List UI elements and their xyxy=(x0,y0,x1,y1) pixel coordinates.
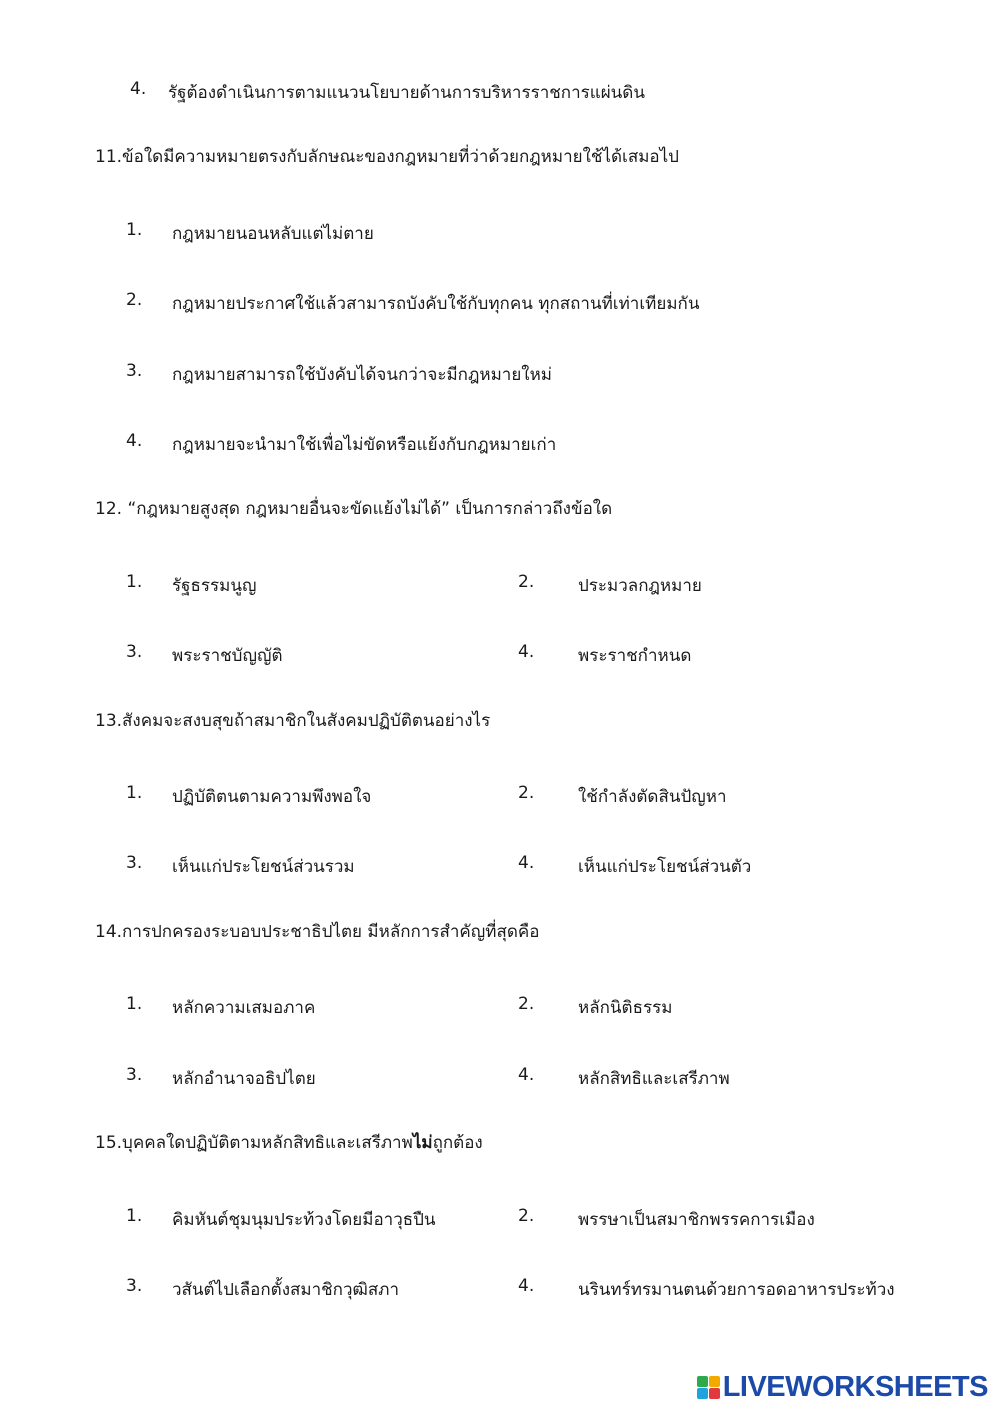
option-text: กฎหมายนอนหลับแต่ไม่ตาย xyxy=(172,224,374,244)
logo-square xyxy=(697,1388,708,1399)
option-text: เห็นแก่ประโยชน์ส่วนรวม xyxy=(172,857,355,877)
option-number: 3. xyxy=(126,1065,143,1085)
logo-square xyxy=(709,1376,720,1387)
question-12: 12. “กฎหมายสูงสุด กฎหมายอื่นจะขัดแย้งไม่ได้” เป็นการกล่าวถึงข้อใด xyxy=(95,499,613,519)
option-number: 4. xyxy=(518,1276,535,1296)
option-number: 3. xyxy=(126,1276,143,1296)
option-text: นรินทร์ทรมานตนด้วยการอดอาหารประท้วง xyxy=(578,1280,895,1300)
option-number: 4. xyxy=(126,431,143,451)
option-text: กฎหมายสามารถใช้บังคับได้จนกว่าจะมีกฎหมายใหม่ xyxy=(172,365,553,385)
question-13: 13.สังคมจะสงบสุขถ้าสมาชิกในสังคมปฏิบัติตนอย่างไร xyxy=(95,711,491,731)
option-number: 2. xyxy=(518,1206,535,1226)
option-number: 4. xyxy=(130,79,147,99)
liveworksheets-logo-icon xyxy=(697,1376,720,1399)
option-text: รัฐต้องดำเนินการตามแนวนโยบายด้านการบริหารราชการแผ่นดิน xyxy=(168,83,645,103)
question-11: 11.ข้อใดมีความหมายตรงกับลักษณะของกฎหมายที่ว่าด้วยกฎหมายใช้ได้เสมอไป xyxy=(95,147,679,167)
option-number: 4. xyxy=(518,642,535,662)
question-15-suffix: ถูกต้อง xyxy=(432,1133,483,1153)
option-text: พระราชกำหนด xyxy=(578,646,692,666)
option-text: หลักนิติธรรม xyxy=(578,998,673,1018)
option-text: หลักสิทธิและเสรีภาพ xyxy=(578,1069,730,1089)
question-15-prefix: 15.บุคคลใดปฏิบัติตามหลักสิทธิและเสรีภาพ xyxy=(95,1133,413,1153)
option-text: วสันต์ไปเลือกตั้งสมาชิกวุฒิสภา xyxy=(172,1280,399,1300)
option-number: 3. xyxy=(126,361,143,381)
logo-square xyxy=(697,1376,708,1387)
option-number: 4. xyxy=(518,1065,535,1085)
option-number: 3. xyxy=(126,642,143,662)
option-text: เห็นแก่ประโยชน์ส่วนตัว xyxy=(578,857,752,877)
option-number: 2. xyxy=(126,290,143,310)
option-text: รัฐธรรมนูญ xyxy=(172,576,257,596)
option-text: ปฏิบัติตนตามความพึงพอใจ xyxy=(172,787,372,807)
question-15-negation: ไม่ xyxy=(412,1133,433,1153)
option-text: กฎหมายจะนำมาใช้เพื่อไม่ขัดหรือแย้งกับกฎหมายเก่า xyxy=(172,435,557,455)
option-text: หลักความเสมอภาค xyxy=(172,998,316,1018)
option-text: กฎหมายประกาศใช้แล้วสามารถบังคับใช้กับทุกคน ทุกสถานที่เท่าเทียมกัน xyxy=(172,294,700,314)
option-number: 1. xyxy=(126,783,143,803)
option-number: 1. xyxy=(126,572,143,592)
option-text: พรรษาเป็นสมาชิกพรรคการเมือง xyxy=(578,1210,815,1230)
liveworksheets-logo[interactable] xyxy=(697,1372,988,1402)
option-number: 4. xyxy=(518,853,535,873)
option-number: 1. xyxy=(126,994,143,1014)
option-text: พระราชบัญญัติ xyxy=(172,646,283,666)
question-15 xyxy=(95,1135,483,1152)
option-number: 2. xyxy=(518,572,535,592)
option-number: 1. xyxy=(126,1206,143,1226)
liveworksheets-logo-text: LIVEWORKSHEETS xyxy=(722,1370,988,1403)
question-14: 14.การปกครองระบอบประชาธิปไตย มีหลักการสำคัญที่สุดคือ xyxy=(95,922,540,942)
option-text: ใช้กำลังตัดสินปัญหา xyxy=(578,787,727,807)
option-number: 2. xyxy=(518,783,535,803)
option-number: 1. xyxy=(126,220,143,240)
option-number: 3. xyxy=(126,853,143,873)
logo-square xyxy=(709,1388,720,1399)
option-text: หลักอำนาจอธิปไตย xyxy=(172,1069,316,1089)
option-text: ประมวลกฎหมาย xyxy=(578,576,702,596)
option-number: 2. xyxy=(518,994,535,1014)
option-text: คิมหันต์ชุมนุมประท้วงโดยมีอาวุธปืน xyxy=(172,1210,436,1230)
